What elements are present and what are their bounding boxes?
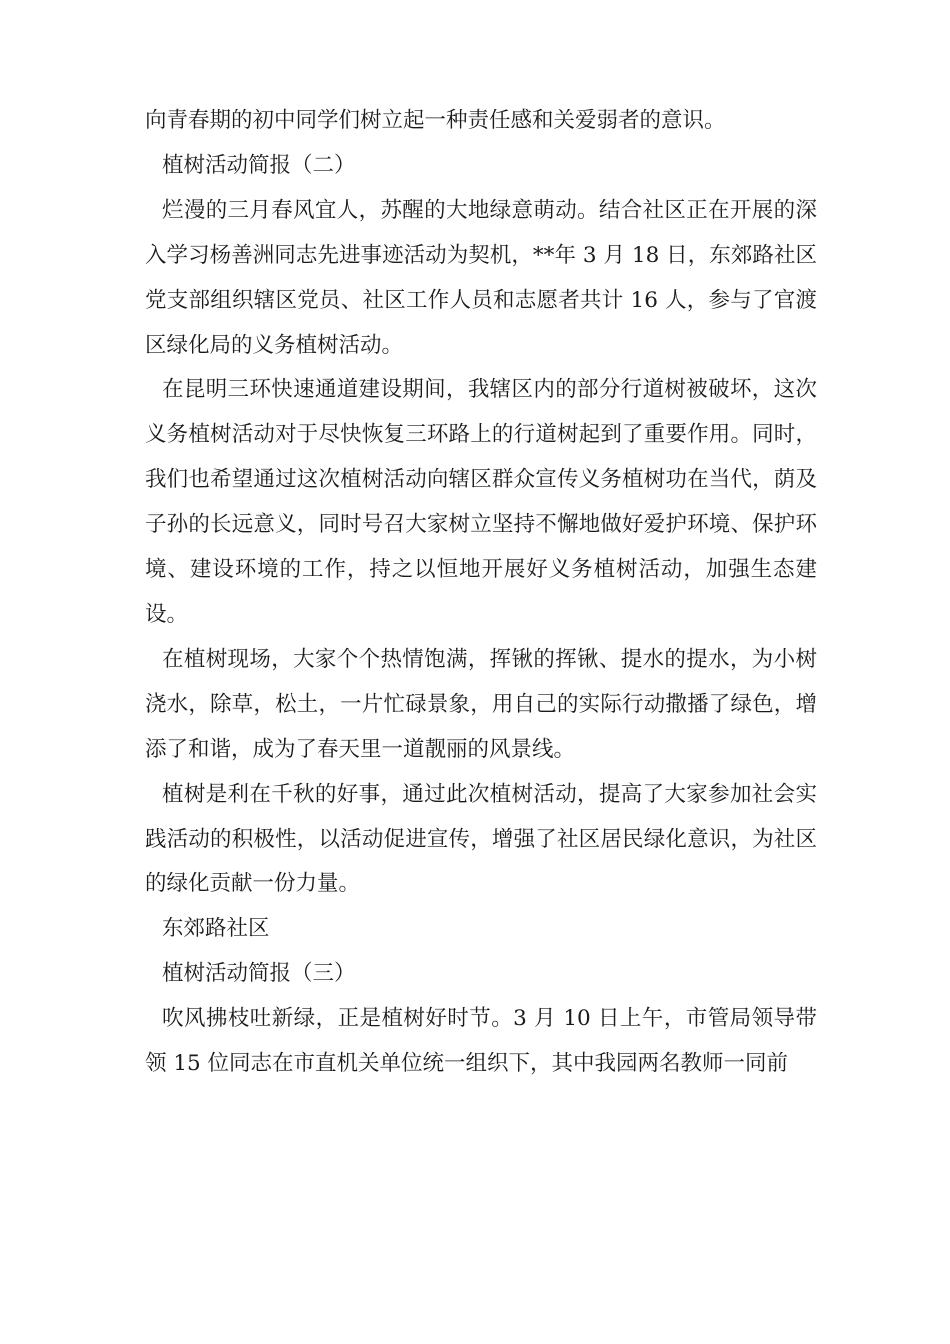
paragraph-section-3-intro: 吹风拂枝吐新绿，正是植树好时节。3 月 10 日上午，市管局领导带领 15 位同志在市直机关单位统一组织下，其中我园两名教师一同前: [145, 1006, 817, 1077]
section-heading-3: 植树活动简报（三）: [162, 961, 356, 987]
signature-community: 东郊路社区: [162, 916, 270, 942]
paragraph-scene: 在植树现场，大家个个热情饱满，挥锹的挥锹、提水的提水，为小树浇水，除草，松土，一片忙碌景象，用自己的实际行动撒播了绿色，增添了和谐，成为了春天里一道靓丽的风景线。: [145, 646, 817, 762]
section-heading-2: 植树活动简报（二）: [162, 152, 356, 178]
paragraph-intro: 烂漫的三月春风宜人，苏醒的大地绿意萌动。结合社区正在开展的深入学习杨善洲同志先进事迹活动为契机，**年 3 月 18 日，东郊路社区党支部组织辖区党员、社区工作人员和志愿者共计 16 人，参与了官渡区绿化局的义务植树活动。: [145, 197, 817, 358]
paragraph-summary: 植树是利在千秋的好事，通过此次植树活动，提高了大家参加社会实践活动的积极性，以活动促进宣传，增强了社区居民绿化意识，为社区的绿化贡献一份力量。: [145, 781, 817, 897]
paragraph-continuation: 向青春期的初中同学们树立起一种责任感和关爱弱者的意识。: [145, 108, 726, 133]
document-body: [145, 99, 817, 1087]
paragraph-background: 在昆明三环快速通道建设期间，我辖区内的部分行道树被破坏，这次义务植树活动对于尽快恢复三环路上的行道树起到了重要作用。同时，我们也希望通过这次植树活动向辖区群众宣传义务植树功在当代，荫及子孙的长远意义，同时号召大家树立坚持不懈地做好爱护环境、保护环境、建设环境的工作，持之以恒地开展好义务植树活动，加强生态建设。: [145, 377, 817, 627]
